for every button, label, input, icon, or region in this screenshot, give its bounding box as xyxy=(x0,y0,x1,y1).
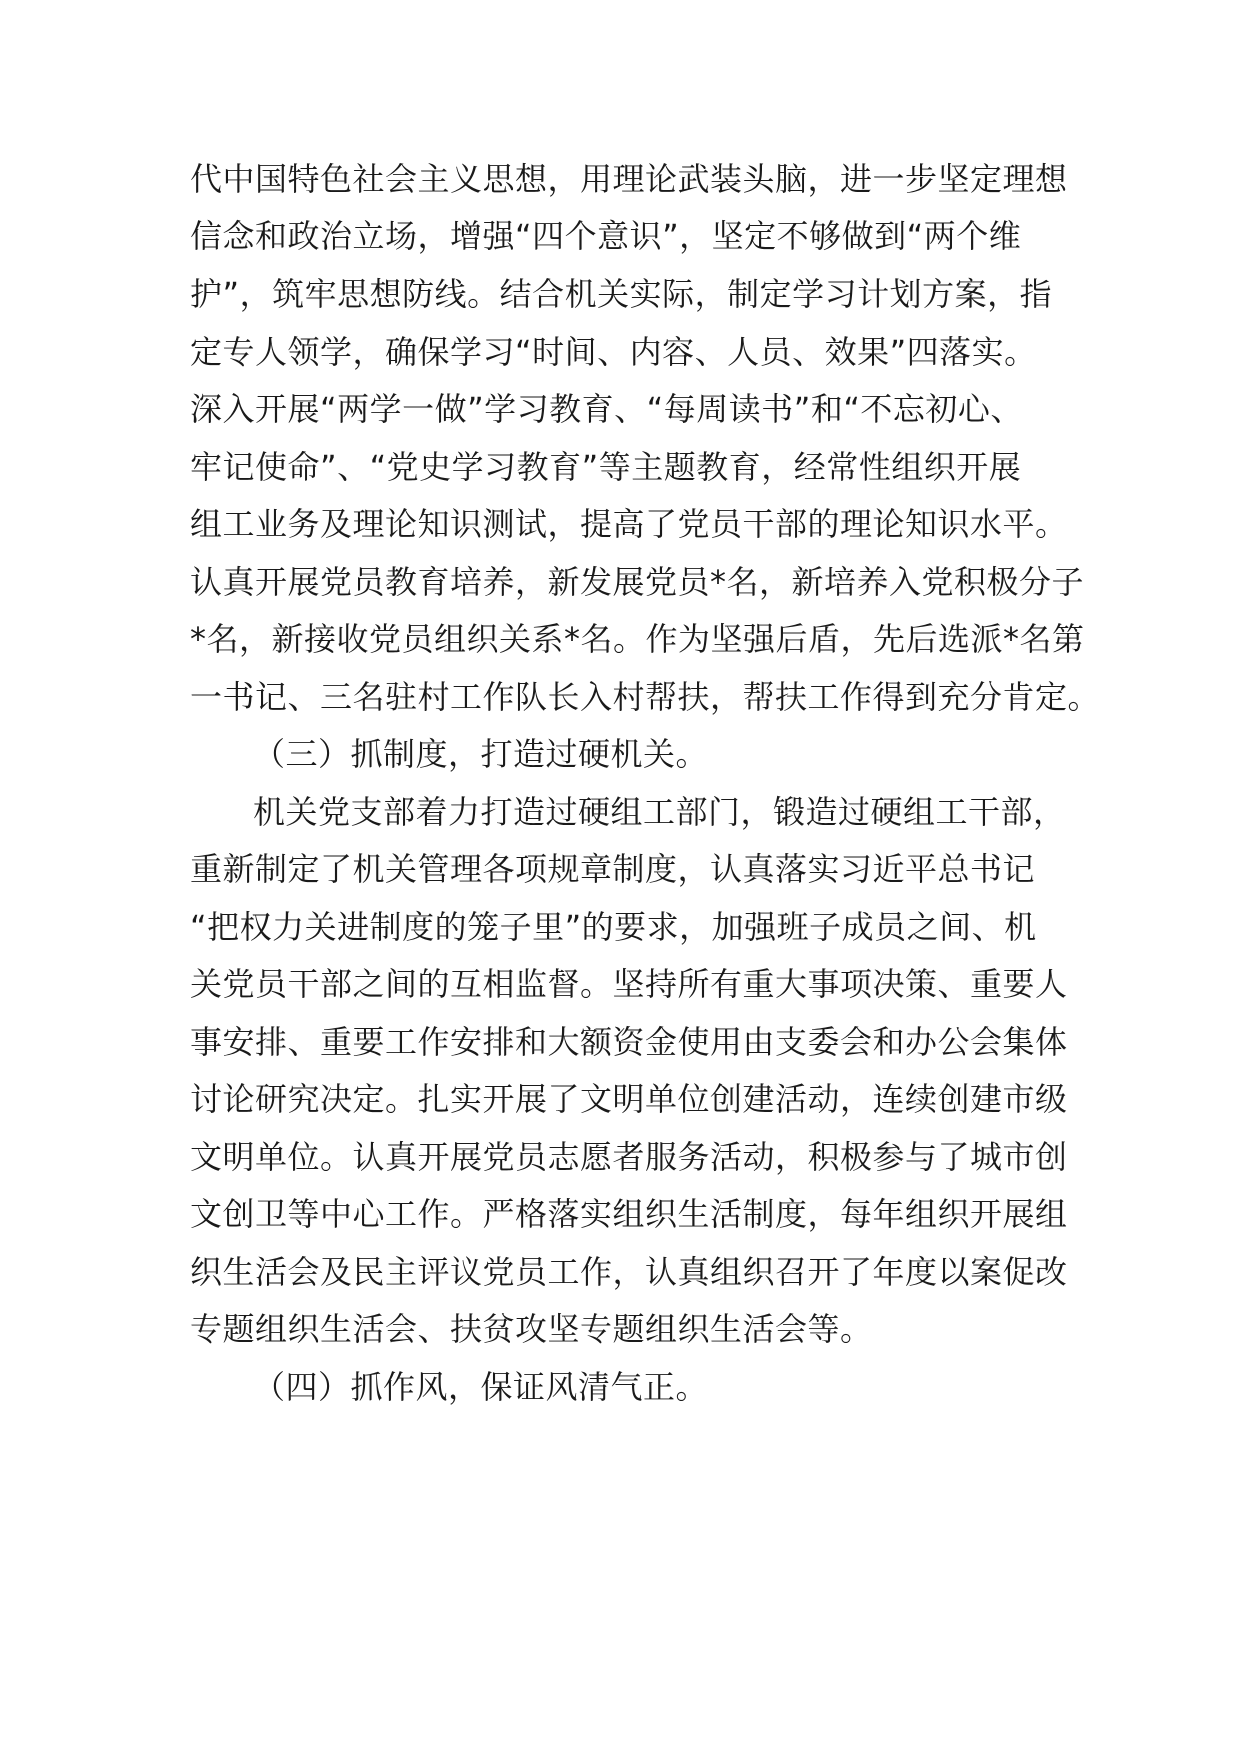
body-text-line: 代中国特色社会主义思想，用理论武装头脑，进一步坚定理想 xyxy=(190,160,1068,198)
body-text-line: 护”，筑牢思想防线。结合机关实际，制定学习计划方案，指 xyxy=(190,275,1053,313)
body-text-line: 事安排、重要工作安排和大额资金使用由支委会和办公会集体 xyxy=(190,1023,1068,1061)
section-heading: （四）抓作风，保证风清气正。 xyxy=(253,1368,709,1406)
body-text-line: 讨论研究决定。扎实开展了文明单位创建活动，连续创建市级 xyxy=(190,1080,1068,1118)
body-text-line: 文明单位。认真开展党员志愿者服务活动，积极参与了城市创 xyxy=(190,1138,1068,1176)
body-text-line: 牢记使命”、“党史学习教育”等主题教育，经常性组织开展 xyxy=(190,448,1022,486)
body-text-line: 织生活会及民主评议党员工作，认真组织召开了年度以案促改 xyxy=(190,1253,1068,1291)
body-text-line: 关党员干部之间的互相监督。坚持所有重大事项决策、重要人 xyxy=(190,965,1068,1003)
body-text-line: 专题组织生活会、扶贫攻坚专题组织生活会等。 xyxy=(190,1310,873,1348)
body-text-line: “把权力关进制度的笼子里”的要求，加强班子成员之间、机 xyxy=(190,908,1037,946)
body-text-line: 重新制定了机关管理各项规章制度，认真落实习近平总书记 xyxy=(190,850,1036,888)
body-text-line: 深入开展“两学一做”学习教育、“每周读书”和“不忘初心、 xyxy=(190,390,1023,428)
body-text-line: 一书记、三名驻村工作队长入村帮扶，帮扶工作得到充分肯定。 xyxy=(190,678,1101,716)
section-heading: （三）抓制度，打造过硬机关。 xyxy=(253,735,709,773)
body-text-line: 信念和政治立场，增强“四个意识”，坚定不够做到“两个维 xyxy=(190,217,1022,255)
body-text-line: *名，新接收党员组织关系*名。作为坚强后盾，先后选派*名第 xyxy=(190,620,1085,658)
body-text-line: 定专人领学，确保学习“时间、内容、人员、效果”四落实。 xyxy=(190,333,1037,371)
body-text-line: 认真开展党员教育培养，新发展党员*名，新培养入党积极分子 xyxy=(190,563,1085,601)
paragraph-first-line: 机关党支部着力打造过硬组工部门，锻造过硬组工干部， xyxy=(253,793,1066,831)
body-text-line: 文创卫等中心工作。严格落实组织生活制度，每年组织开展组 xyxy=(190,1195,1068,1233)
body-text-line: 组工业务及理论知识测试，提高了党员干部的理论知识水平。 xyxy=(190,505,1068,543)
